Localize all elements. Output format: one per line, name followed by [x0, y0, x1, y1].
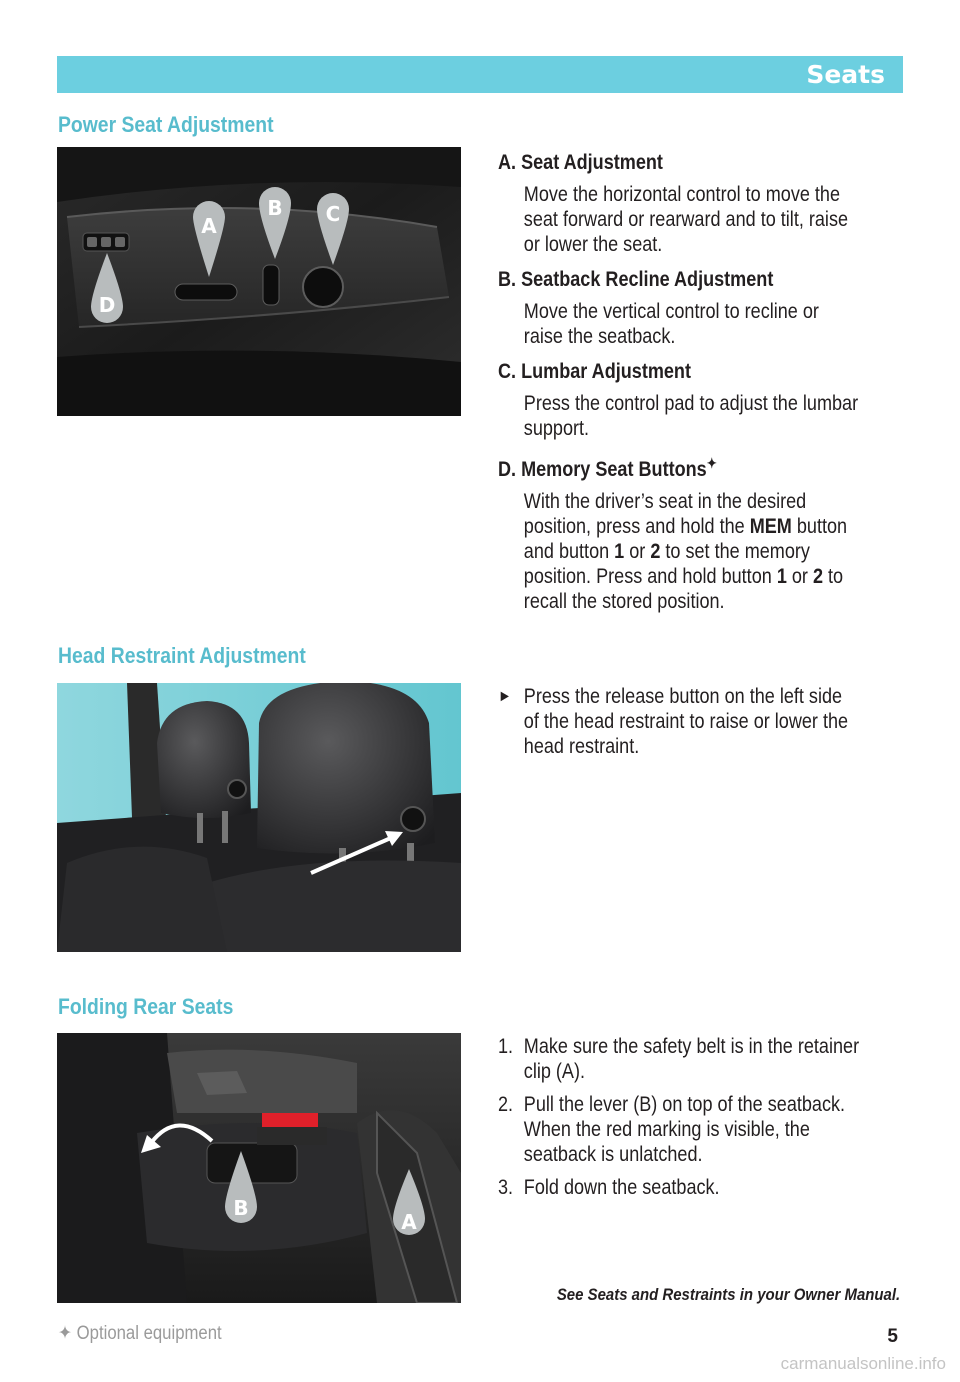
- bullet-arrow-icon: ►: [498, 688, 512, 705]
- footnote: [58, 1322, 222, 1345]
- callout-a-label-folding: A: [401, 1210, 417, 1234]
- step-number: 2.: [498, 1093, 514, 1116]
- head-restraint-photo: [57, 683, 461, 952]
- memory-bold-mem: MEM: [749, 515, 792, 538]
- page-number: 5: [887, 1326, 898, 1347]
- step-item: [498, 1092, 859, 1167]
- section-title-folding-seats: Folding Rear Seats: [58, 994, 234, 1019]
- step-number: 3.: [498, 1176, 514, 1199]
- folding-seats-photo: [57, 1033, 461, 1303]
- header-bar: [57, 56, 903, 93]
- item-heading-seat-adjustment: A. Seat Adjustment: [498, 151, 663, 174]
- memory-bold-1: 1: [614, 540, 625, 563]
- item-heading-memory: [498, 451, 859, 482]
- memory-bold-2: 2: [650, 540, 661, 563]
- step-item: [498, 1175, 859, 1200]
- memory-text-3: or: [624, 540, 651, 563]
- section-title-head-restraint: Head Restraint Adjustment: [58, 643, 306, 668]
- folding-seats-text: [498, 1034, 859, 1208]
- item-heading-lumbar: C. Lumbar Adjustment: [498, 360, 691, 383]
- memory-text-6: to recall the stored position.: [523, 565, 844, 613]
- page-title: Seats: [806, 60, 885, 89]
- step-text: Fold down the seatback.: [523, 1176, 720, 1199]
- step-number: 1.: [498, 1035, 514, 1058]
- head-restraint-text: [498, 684, 859, 759]
- watermark: carmanualsonline.info: [780, 1354, 946, 1373]
- see-owner-manual-note: See Seats and Restraints in your Owner Manual.: [556, 1285, 900, 1304]
- item-body-lumbar: Press the control pad to adjust the lumbar support.: [523, 392, 859, 440]
- optional-mark-icon: ✦: [58, 1323, 73, 1344]
- footnote-text: Optional equipment: [76, 1323, 222, 1344]
- callout-b-label: B: [267, 196, 283, 220]
- step-item: [498, 1034, 859, 1084]
- item-body-memory: [524, 489, 859, 614]
- memory-bold-2b: 2: [812, 565, 824, 588]
- memory-bold-1b: 1: [776, 565, 787, 588]
- memory-text-4: to set the memory position. Press and hold button: [523, 540, 810, 588]
- memory-text-1: With the driver’s seat in the desired position, press and hold the: [523, 490, 807, 538]
- bullet-item: [498, 684, 859, 759]
- callout-a-label: A: [201, 214, 217, 238]
- item-heading-memory-text: D. Memory Seat Buttons: [498, 458, 707, 481]
- callout-b-label-folding: B: [233, 1196, 249, 1220]
- memory-text-5: or: [786, 565, 813, 588]
- power-seat-photo: [57, 147, 461, 416]
- memory-text-2: button and button: [523, 515, 848, 563]
- section-title-power-seat: Power Seat Adjustment: [58, 112, 274, 137]
- bullet-text: Press the release button on the left side of the head restraint to raise or lower the head restraint.: [523, 685, 849, 758]
- item-heading-recline: B. Seatback Recline Adjustment: [498, 268, 774, 291]
- item-body-seat-adjustment: Move the horizontal control to move the seat forward or rearward and to tilt, raise or lower the seat.: [523, 183, 849, 256]
- step-text: Pull the lever (B) on top of the seatback. When the red marking is visible, the seatback is unlatched.: [523, 1093, 846, 1166]
- callout-d-label: D: [98, 293, 116, 317]
- step-text: Make sure the safety belt is in the retainer clip (A).: [523, 1035, 860, 1083]
- callout-c-label: C: [325, 202, 341, 226]
- optional-mark-icon: ✦: [706, 455, 717, 471]
- power-seat-text: [498, 150, 859, 624]
- item-body-recline: Move the vertical control to recline or raise the seatback.: [523, 300, 819, 348]
